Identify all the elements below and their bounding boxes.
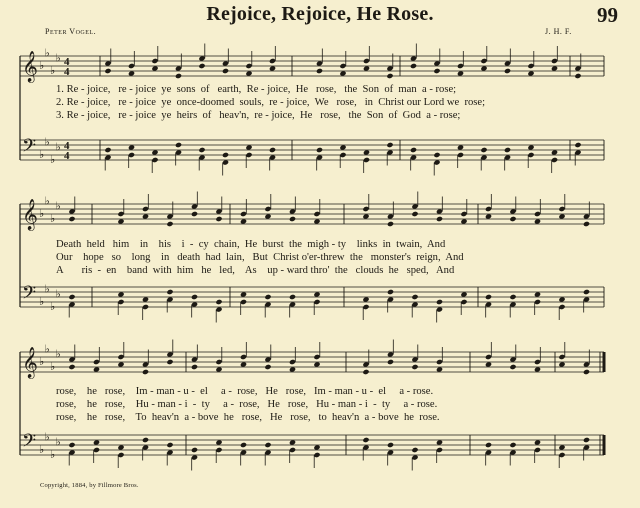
copyright-notice: Copyright, 1884, by Fillmore Bros. <box>40 482 139 489</box>
notehead <box>509 294 516 300</box>
notehead <box>485 442 492 448</box>
notehead <box>411 294 418 300</box>
notehead <box>436 299 443 305</box>
treble-key-flat: ♭ <box>50 64 56 77</box>
notehead <box>68 294 75 300</box>
bass-key-flat: ♭ <box>44 282 50 296</box>
notehead <box>410 147 417 153</box>
lyric-line-s3-v3: rose, he rose, To heav'n a - bove he rose, He rose, to heav'n a - bove he rose. <box>56 412 440 423</box>
notehead <box>222 68 229 74</box>
notehead <box>316 68 323 74</box>
notehead <box>504 68 511 74</box>
lyric-line-s2-v2: Our hope so long in death had lain, But Christ o'er-threw the monster's reign, And <box>56 252 464 263</box>
treble-key-flat: ♭ <box>44 46 50 60</box>
bass-key-flat: ♭ <box>39 148 45 161</box>
notehead <box>386 142 393 148</box>
time-sig-top: 4 <box>64 140 70 152</box>
notehead <box>191 447 198 453</box>
notehead <box>362 437 369 443</box>
treble-key-flat: ♭ <box>39 355 45 368</box>
treble-clef: 𝄞 <box>22 199 38 230</box>
notehead <box>574 73 581 79</box>
notehead <box>175 73 182 79</box>
notehead <box>504 147 511 153</box>
notehead <box>387 289 394 295</box>
notehead <box>191 364 198 370</box>
arranger-credit: J. H. F. <box>545 27 572 36</box>
bass-clef: 𝄢 <box>22 136 37 161</box>
notehead <box>509 216 516 222</box>
notehead <box>583 289 590 295</box>
bass-key-flat: ♭ <box>44 135 50 149</box>
bass-key-flat: ♭ <box>55 435 61 449</box>
bass-key-flat: ♭ <box>55 140 61 154</box>
time-sig-bottom: 4 <box>64 66 70 78</box>
notehead <box>264 364 271 370</box>
bass-key-flat: ♭ <box>50 300 56 313</box>
notehead <box>191 211 198 217</box>
notehead <box>410 63 417 69</box>
lyric-line-s3-v2: rose, he rose, Hu - man - i - ty a - rose, He rose, Hu - man - i - ty a - rose. <box>56 399 438 410</box>
hymn-title: Rejoice, Rejoice, He Rose. <box>206 3 434 25</box>
notehead <box>411 364 418 370</box>
lyric-line-s3-v1: rose, he rose, Im - man - u - el a - rose, He rose, Im - man - u - el a - rose. <box>56 386 434 397</box>
notehead <box>215 299 222 305</box>
treble-key-flat: ♭ <box>44 342 50 356</box>
notehead <box>142 369 149 375</box>
lyric-line-s2-v1: Death held him in his i - cy chain, He burst the migh - ty links in twain, And <box>56 239 446 250</box>
notehead <box>509 364 516 370</box>
notehead <box>264 442 271 448</box>
notehead <box>480 147 487 153</box>
notehead <box>166 442 173 448</box>
notehead <box>433 152 440 158</box>
notehead <box>104 68 111 74</box>
treble-key-flat: ♭ <box>39 207 45 220</box>
treble-key-flat: ♭ <box>55 199 61 213</box>
treble-key-flat: ♭ <box>50 360 56 373</box>
lyric-line-s1-v1: 1. Re - joice, re - joice ye sons of earth, Re - joice, He rose, the Son of man a - rose; <box>56 84 457 95</box>
notehead <box>142 437 149 443</box>
notehead <box>269 147 276 153</box>
notehead <box>485 294 492 300</box>
composer-credit: Peter Vogel. <box>45 27 97 36</box>
notehead <box>387 359 394 365</box>
notehead <box>316 147 323 153</box>
treble-key-flat: ♭ <box>44 194 50 208</box>
notehead <box>362 369 369 375</box>
treble-key-flat: ♭ <box>55 51 61 65</box>
notehead <box>68 216 75 222</box>
bass-key-flat: ♭ <box>50 448 56 461</box>
lyric-line-s1-v3: 3. Re - joice, re - joice ye heirs of heav'n, re - joice, He rose, the Son of God a - rose; <box>56 110 461 121</box>
notehead <box>386 73 393 79</box>
notehead <box>509 442 516 448</box>
notehead <box>68 364 75 370</box>
bass-clef: 𝄢 <box>22 283 37 308</box>
notehead <box>411 447 418 453</box>
treble-key-flat: ♭ <box>50 212 56 225</box>
bass-key-flat: ♭ <box>55 287 61 301</box>
treble-key-flat: ♭ <box>39 59 45 72</box>
time-sig-bottom: 4 <box>64 150 70 162</box>
notehead <box>222 152 229 158</box>
notehead <box>215 216 222 222</box>
notehead <box>289 216 296 222</box>
notehead <box>198 63 205 69</box>
notehead <box>387 442 394 448</box>
notehead <box>583 221 590 227</box>
notehead <box>583 369 590 375</box>
page-number: 99 <box>597 3 618 27</box>
notehead <box>264 294 271 300</box>
notehead <box>433 68 440 74</box>
bass-key-flat: ♭ <box>39 295 45 308</box>
notehead <box>104 147 111 153</box>
notehead <box>240 442 247 448</box>
treble-key-flat: ♭ <box>55 347 61 361</box>
bass-clef: 𝄢 <box>22 431 37 456</box>
notehead <box>574 142 581 148</box>
notehead <box>191 294 198 300</box>
time-sig-top: 4 <box>64 56 70 68</box>
treble-clef: 𝄞 <box>22 51 38 82</box>
lyric-line-s1-v2: 2. Re - joice, re - joice ye once-doomed souls, re - joice, We rose, in Christ our Lord we rose; <box>56 97 486 108</box>
lyric-line-s2-v3: A ris - en band with him he led, As up - ward thro' the clouds he sped, And <box>56 265 455 276</box>
treble-clef: 𝄞 <box>22 347 38 378</box>
bass-key-flat: ♭ <box>50 153 56 166</box>
notehead <box>583 437 590 443</box>
notehead <box>166 289 173 295</box>
notehead <box>175 142 182 148</box>
notehead <box>289 294 296 300</box>
bass-key-flat: ♭ <box>39 443 45 456</box>
notehead <box>198 147 205 153</box>
notehead <box>166 359 173 365</box>
notehead <box>68 442 75 448</box>
notehead <box>166 221 173 227</box>
notehead <box>411 211 418 217</box>
notehead <box>436 216 443 222</box>
bass-key-flat: ♭ <box>44 430 50 444</box>
notehead <box>387 221 394 227</box>
